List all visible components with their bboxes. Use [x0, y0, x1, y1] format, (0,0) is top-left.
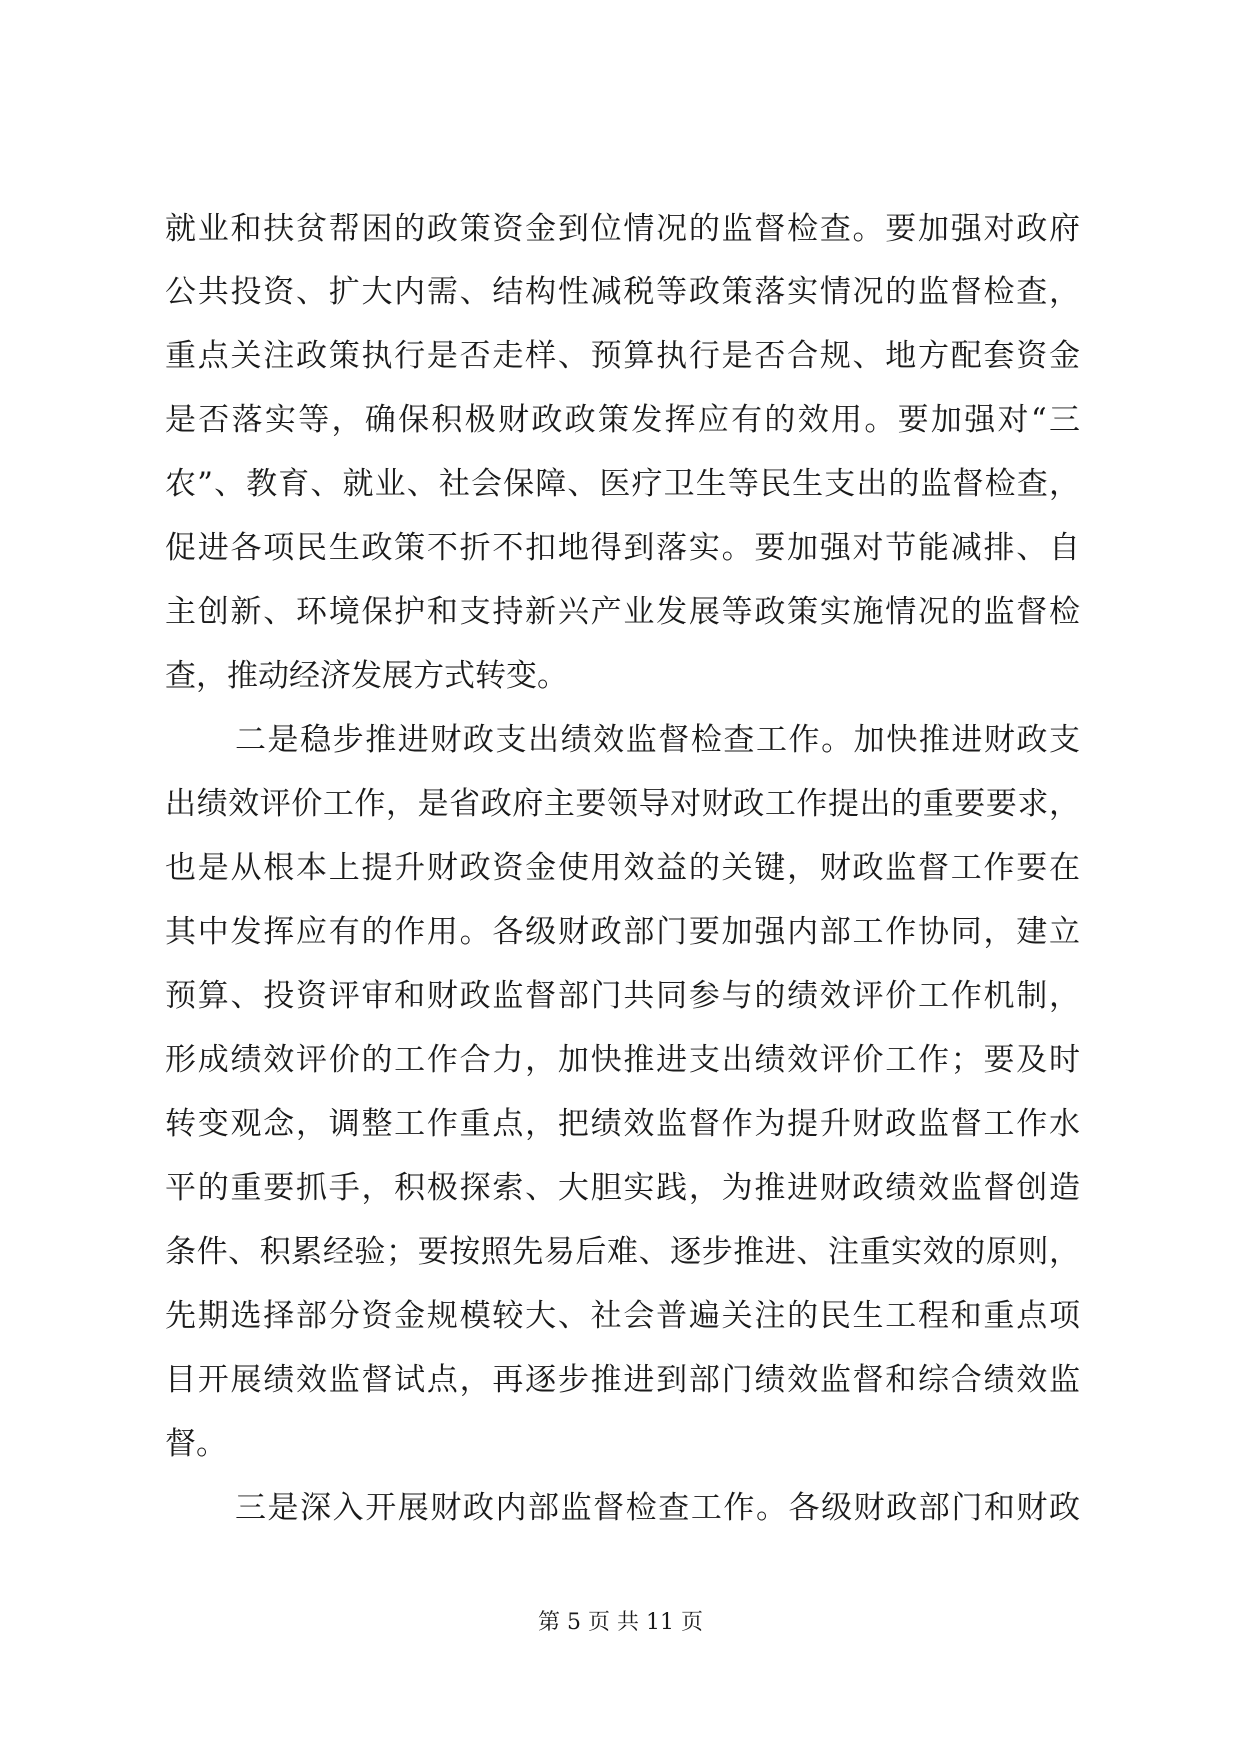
- text-line: 形成绩效评价的工作合力，加快推进支出绩效评价工作；要及时: [165, 1042, 1080, 1078]
- text-line: 预算、投资评审和财政监督部门共同参与的绩效评价工作机制，: [165, 978, 1080, 1014]
- text-line: 公共投资、扩大内需、结构性减税等政策落实情况的监督检查，: [165, 274, 1080, 310]
- text-line: 目开展绩效监督试点，再逐步推进到部门绩效监督和综合绩效监: [165, 1362, 1080, 1398]
- text-line: 先期选择部分资金规模较大、社会普遍关注的民生工程和重点项: [165, 1298, 1080, 1334]
- text-line: 促进各项民生政策不折不扣地得到落实。要加强对节能减排、自: [165, 530, 1080, 566]
- text-line: 其中发挥应有的作用。各级财政部门要加强内部工作协同，建立: [165, 914, 1080, 950]
- text-line: 也是从根本上提升财政资金使用效益的关键，财政监督工作要在: [165, 850, 1080, 886]
- text-line: 条件、积累经验；要按照先易后难、逐步推进、注重实效的原则，: [165, 1234, 1080, 1270]
- text-line: 是否落实等，确保积极财政政策发挥应有的效用。要加强对“三: [165, 402, 1080, 438]
- text-line: 查，推动经济发展方式转变。: [165, 658, 568, 694]
- paragraph-first-line: 二是稳步推进财政支出绩效监督检查工作。加快推进财政支: [235, 722, 1080, 758]
- page-number-footer: 第 5 页 共 11 页: [538, 1610, 703, 1635]
- text-line: 平的重要抓手，积极探索、大胆实践，为推进财政绩效监督创造: [165, 1170, 1080, 1206]
- text-line: 主创新、环境保护和支持新兴产业发展等政策实施情况的监督检: [165, 594, 1080, 630]
- text-line: 农”、教育、就业、社会保障、医疗卫生等民生支出的监督检查，: [165, 466, 1080, 502]
- paragraph-first-line: 三是深入开展财政内部监督检查工作。各级财政部门和财政: [235, 1490, 1080, 1526]
- text-line: 出绩效评价工作，是省政府主要领导对财政工作提出的重要要求，: [165, 786, 1080, 822]
- text-line: 督。: [165, 1426, 227, 1462]
- text-line: 重点关注政策执行是否走样、预算执行是否合规、地方配套资金: [165, 338, 1080, 374]
- text-line: 转变观念，调整工作重点，把绩效监督作为提升财政监督工作水: [165, 1106, 1080, 1142]
- text-line: 就业和扶贫帮困的政策资金到位情况的监督检查。要加强对政府: [165, 211, 1080, 247]
